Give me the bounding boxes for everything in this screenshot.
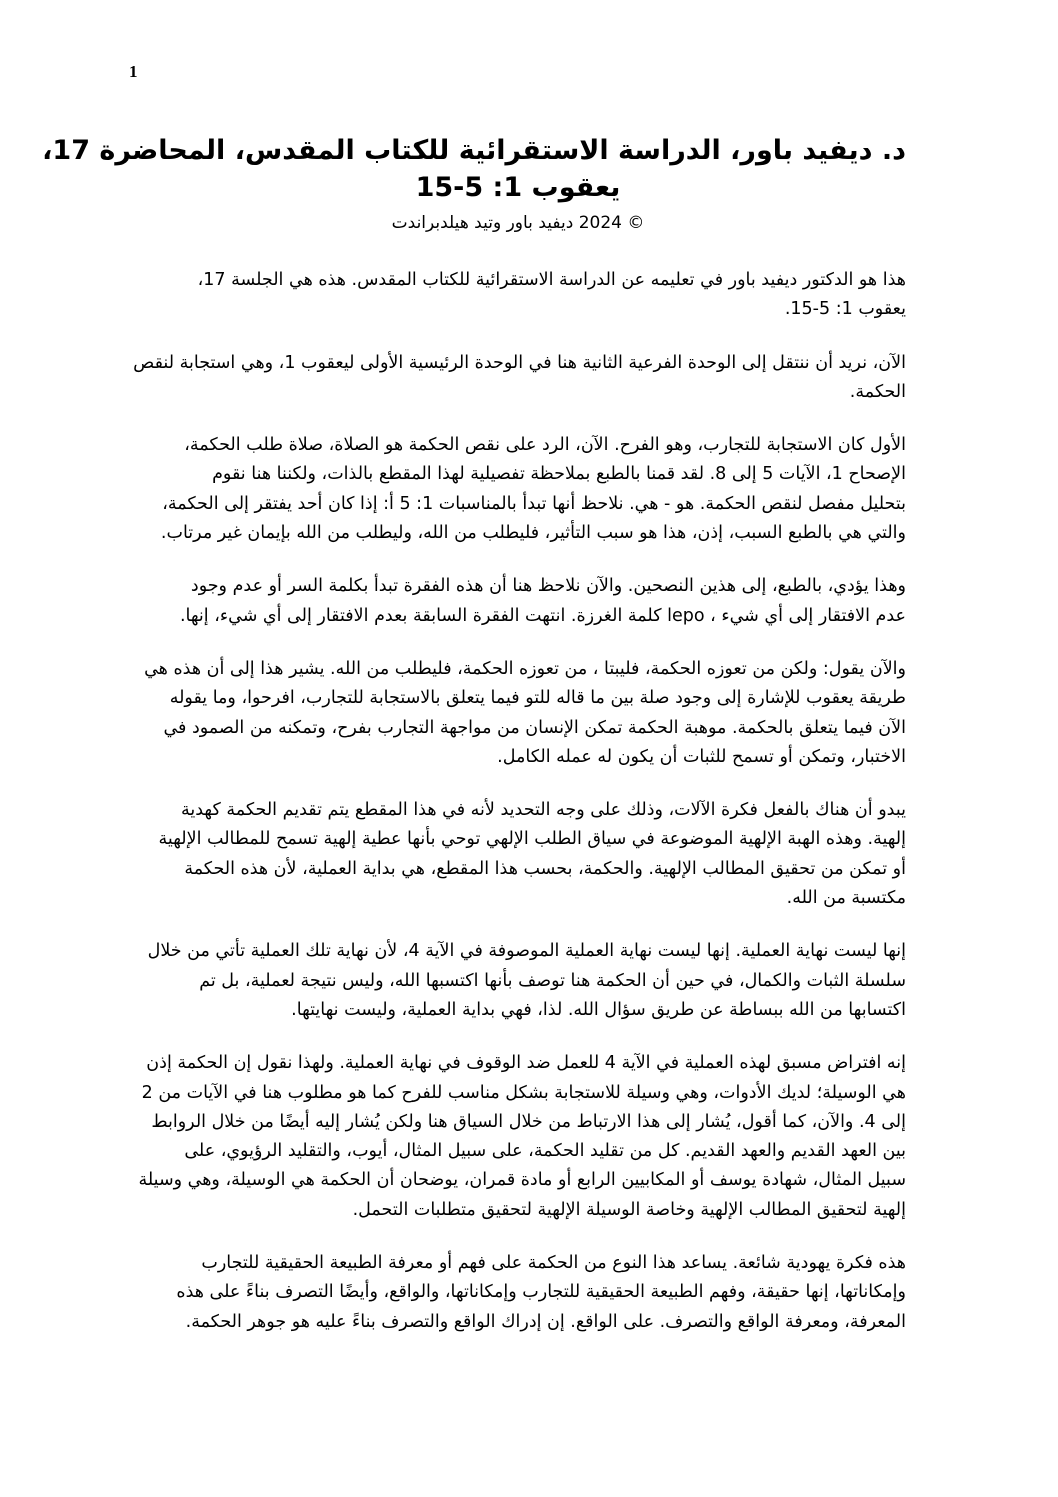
paragraph-line: طريقة يعقوب للإشارة إلى وجود صلة بين ما قاله للتو فيما يتعلق بالاستجابة للتجارب، افرحوا، وما يقوله: [169, 688, 906, 709]
paragraph-line: وإمكاناتها، إنها حقيقة، وفهم الطبيعة الحقيقية للتجارب وإمكاناتها، والواقع، وأيضًا التصرف بناءً على هذه: [176, 1282, 906, 1303]
page-number: 1: [129, 62, 138, 81]
paragraph-line: سبيل المثال، شهادة يوسف أو المكابيين الرابع أو مادة قمران، يوضحان أن الحكمة هي الوسيلة، وهي وسيلة: [138, 1170, 906, 1191]
paragraph-line: بتحليل مفصل لنقص الحكمة. هو - هي. نلاحظ أنها تبدأ بالمناسبات 1: 5 أ: إذا كان أحد يفتقر إلى الحكمة،: [162, 493, 906, 514]
paragraph-line: يبدو أن هناك بالفعل فكرة الآلات، وذلك على وجه التحديد لأنه في هذا المقطع يتم تقديم الحكمة كهدية: [180, 800, 906, 821]
paragraph-line: بين العهد القديم والعهد القديم. كل من تقليد الحكمة، على سبيل المثال، أيوب، والتقليد الرؤيوي، على: [184, 1141, 906, 1162]
paragraph-line: الآن، نريد أن ننتقل إلى الوحدة الفرعية الثانية هنا في الوحدة الرئيسية الأولى ليعقوب 1، وهي استجابة لنقص: [133, 352, 906, 373]
paragraph: [130, 349, 906, 408]
paragraph-line: إلهية لتحقيق المطالب الإلهية وخاصة الوسيلة الإلهية لتحقيق متطلبات التحمل.: [352, 1199, 906, 1220]
paragraph-line: الأول كان الاستجابة للتجارب، وهو الفرح. الآن، الرد على نقص الحكمة هو الصلاة، صلاة طلب الحكمة،: [184, 435, 906, 456]
paragraph-line: الإصحاح 1، الآيات 5 إلى 8. لقد قمنا بالطبع بملاحظة تفصيلية لهذا المقطع بالذات، ولكننا هنا نقوم: [212, 464, 906, 485]
paragraph-line: اكتسابها من الله ببساطة عن طريق سؤال الله. لذا، فهي بداية العملية، وليست نهايتها.: [291, 999, 906, 1020]
paragraph: [130, 655, 906, 772]
title-line: د. ديفيد باور، الدراسة الاستقرائية للكتاب المقدس، المحاضرة 17،: [42, 135, 906, 166]
paragraph: [130, 796, 906, 913]
document-body: [42, 132, 906, 1337]
document-title: [42, 132, 906, 206]
title-line: يعقوب 1: 5-15: [415, 172, 621, 203]
paragraph: [130, 937, 906, 1025]
paragraph-line: والآن يقول: ولكن من تعوزه الحكمة، فليبتا ، من تعوزه الحكمة، فليطلب من الله. يشير هذا إلى أن هذه هي: [144, 658, 906, 679]
paragraph-line: الاختبار، وتمكن أو تسمح للثبات أن يكون له عمله الكامل.: [497, 746, 906, 767]
paragraph-line: وهذا يؤدي، بالطبع، إلى هذين النصحين. والآن نلاحظ هنا أن هذه الفقرة تبدأ بكلمة السر أو عدم وجود: [190, 576, 906, 597]
paragraph: [130, 431, 906, 548]
paragraph-line: إنه افتراض مسبق لهذه العملية في الآية 4 للعمل ضد الوقوف في نهاية العملية. ولهذا نقول إن الحكمة إذن: [146, 1053, 906, 1074]
paragraph-line: إنها ليست نهاية العملية. إنها ليست نهاية العملية الموصوفة في الآية 4، لأن نهاية تلك العملية تأتي من خلال: [147, 941, 906, 962]
paragraph-line: الحكمة.: [849, 381, 906, 402]
paragraph-line: هي الوسيلة؛ لديك الأدوات، وهي وسيلة للاستجابة بشكل مناسب للفرح كما هو مطلوب هنا في الآيات من 2: [141, 1082, 906, 1103]
copyright-line: © 2024 ديفيد باور وتيد هيلدبراندت: [391, 213, 645, 233]
paragraph-line: سلسلة الثبات والكمال، في حين أن الحكمة هنا توصف بأنها اكتسبها الله، وليس نتيجة لعملية، بل تم: [199, 970, 906, 991]
paragraph-line: إلى 4. والآن، كما أقول، يُشار إلى هذا الارتباط من خلال السياق هنا ولكن يُشار إليه أيضًا من خلال الروابط: [151, 1111, 906, 1132]
paragraph-line: والتي هي بالطبع السبب، إذن، هذا هو سبب التأثير، فليطلب من الله، وليطلب من الله بإيمان غير مرتاب.: [160, 523, 906, 544]
paragraph: [130, 1049, 906, 1225]
paragraph-line: يعقوب 1: 5-15.: [784, 299, 906, 320]
paragraph-line: هذا هو الدكتور ديفيد باور في تعليمه عن الدراسة الاستقرائية للكتاب المقدس. هذه هي الجلسة 17،: [197, 270, 906, 290]
paragraph-line: هذه فكرة يهودية شائعة. يساعد هذا النوع من الحكمة على فهم أو معرفة الطبيعة الحقيقية للتجارب: [201, 1253, 906, 1274]
paragraph: [130, 1249, 906, 1337]
paragraph-line: الآن فيما يتعلق بالحكمة. موهبة الحكمة تمكن الإنسان من مواجهة التجارب بفرح، وتمكنه من الصمود في: [163, 717, 906, 738]
paragraph-line: المعرفة، ومعرفة الواقع والتصرف. على الواقع. إن إدراك الواقع والتصرف بناءً عليه هو جوهر الحكمة.: [185, 1311, 906, 1332]
paragraph-line: مكتسبة من الله.: [786, 888, 906, 909]
paragraph: [130, 266, 906, 325]
paragraph-line: عدم الافتقار إلى أي شيء ، lepo كلمة الغرزة. انتهت الفقرة السابقة بعدم الافتقار إلى أي شيء، إنها.: [179, 605, 906, 626]
paragraph: [130, 572, 906, 631]
paragraph-line: إلهية. وهذه الهبة الإلهية الموضوعة في سياق الطلب الإلهي توحي بأنها عطية إلهية تسمح للمطالب الإلهية: [158, 829, 906, 850]
paragraph-line: أو تمكن من تحقيق المطالب الإلهية. والحكمة، بحسب هذا المقطع، هي بداية العملية، لأن هذه الحكمة: [184, 858, 906, 879]
